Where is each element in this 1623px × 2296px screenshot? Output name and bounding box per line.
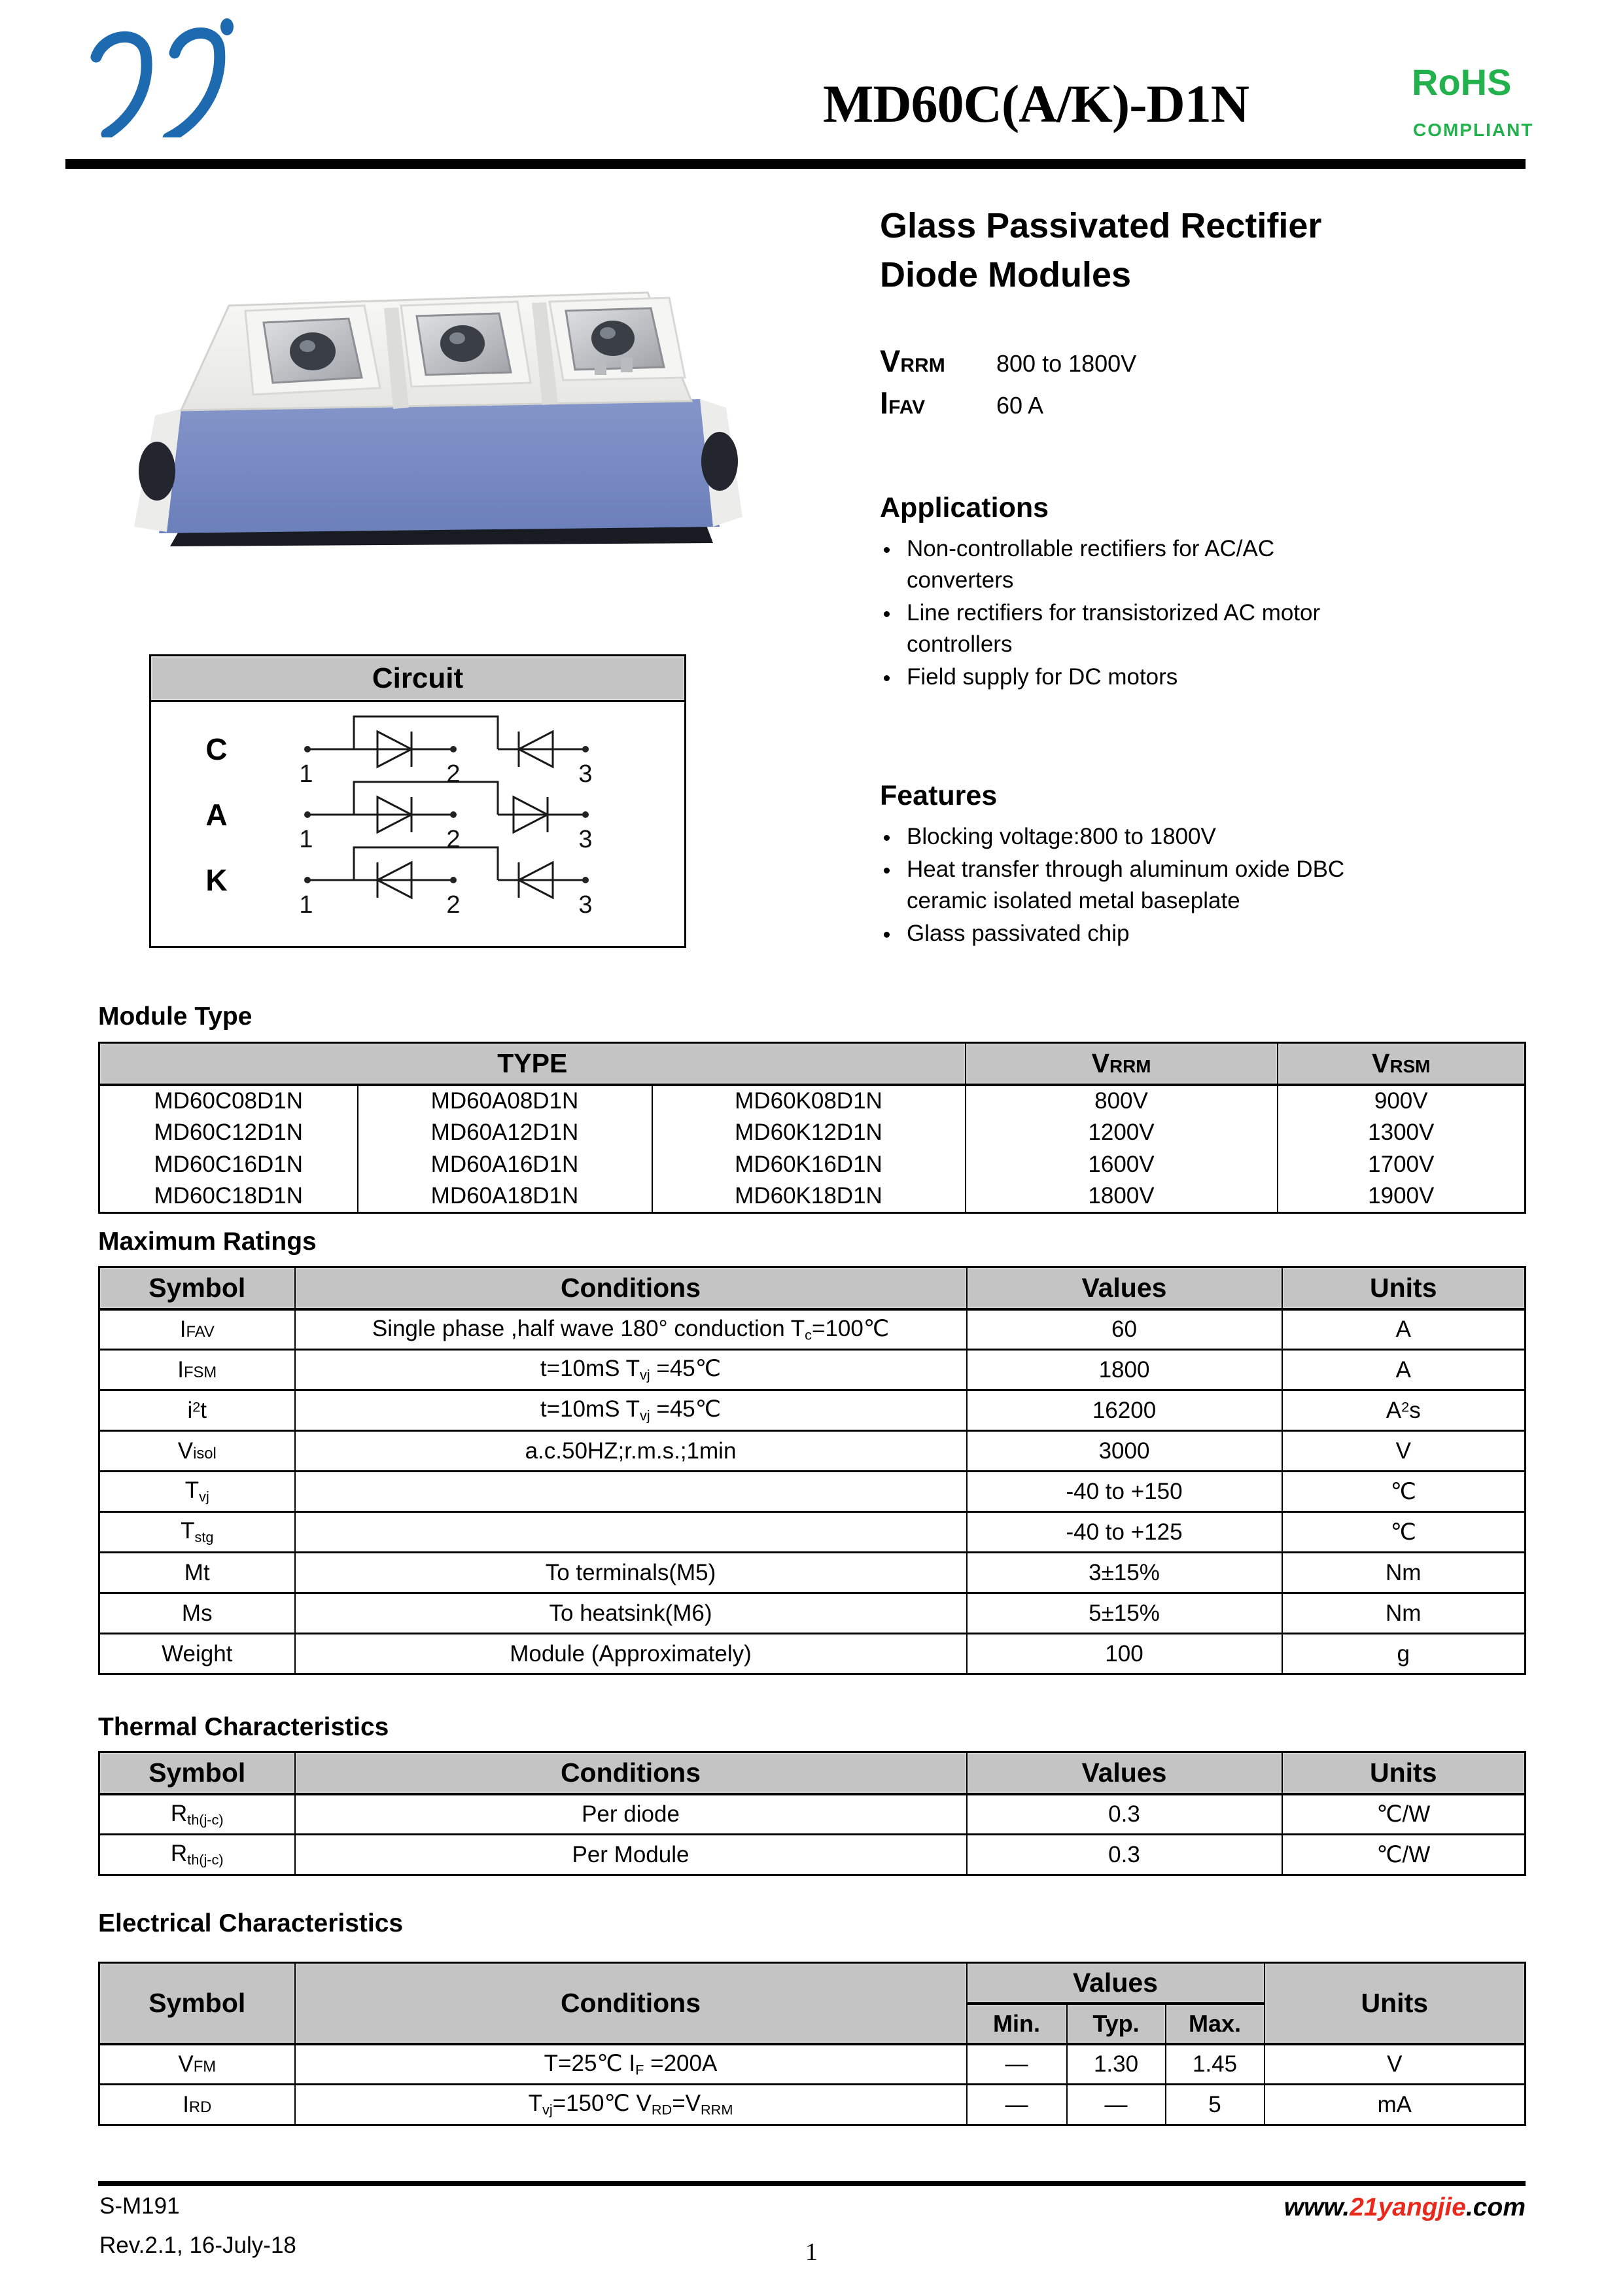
type-a-cell: MD60A16D1N	[358, 1149, 652, 1181]
type-c-cell: MD60C16D1N	[99, 1149, 358, 1181]
vrrm-cell: 1200V	[966, 1117, 1278, 1149]
circuit-diagram	[151, 702, 680, 944]
table-row	[99, 1593, 1526, 1634]
table-row	[99, 1350, 1526, 1390]
table-row	[99, 1085, 1526, 1117]
doc-code: S-M191	[99, 2193, 180, 2219]
typ-cell: —	[1067, 2085, 1166, 2125]
unit-cell: V	[1265, 2044, 1526, 2085]
unit-cell: ℃	[1282, 1512, 1526, 1553]
spec-ifav	[880, 385, 1534, 427]
table-row	[99, 1512, 1526, 1553]
conditions-cell: t=10mS $T_{vj}$ =45℃	[295, 1350, 967, 1390]
product-photo	[121, 245, 759, 553]
type-k-cell: MD60K12D1N	[652, 1117, 966, 1149]
footer-rule	[98, 2181, 1526, 2186]
thermal-table	[98, 1751, 1526, 1876]
list-item: Line rectifiers for transistorized AC motor controllers	[880, 597, 1534, 660]
value-cell: -40 to +125	[967, 1512, 1282, 1553]
col-header-max: Max.	[1166, 2004, 1265, 2044]
rohs-compliant-label: COMPLIANT	[1413, 120, 1534, 140]
col-header-symbol: Symbol	[99, 1752, 295, 1794]
symbol-cell: Ms	[99, 1593, 295, 1634]
circuit-box-title: Circuit	[151, 656, 684, 702]
col-header-values: Values	[967, 1267, 1282, 1309]
conditions-cell: T=25℃ $I_F =200A$	[295, 2044, 967, 2085]
value-cell: 0.3	[967, 1794, 1282, 1835]
type-a-cell: MD60A12D1N	[358, 1117, 652, 1149]
ifav-value: 60 A	[996, 392, 1044, 419]
table-row	[99, 1553, 1526, 1593]
type-k-cell: MD60K08D1N	[652, 1085, 966, 1117]
table-row	[99, 1794, 1526, 1835]
terminal-label: 2	[446, 891, 461, 919]
unit-cell: Nm	[1282, 1593, 1526, 1634]
col-header-conditions: Conditions	[295, 1963, 967, 2044]
vrrm-symbol: VRRM	[880, 344, 945, 378]
hero-title-line1: Glass Passivated Rectifier	[880, 206, 1322, 245]
header-rule	[65, 159, 1526, 169]
page-number: 1	[805, 2238, 818, 2266]
hero-section	[880, 202, 1534, 427]
table-row	[99, 1634, 1526, 1674]
terminal-label: 1	[299, 891, 313, 919]
circuit-box	[149, 654, 686, 948]
min-cell: —	[967, 2044, 1067, 2085]
col-header-min: Min.	[967, 2004, 1067, 2044]
min-cell: —	[967, 2085, 1067, 2125]
type-a-cell: MD60A18D1N	[358, 1181, 652, 1213]
unit-cell: mA	[1265, 2085, 1526, 2125]
conditions-cell: a.c.50HZ;r.m.s.;1min	[295, 1431, 967, 1472]
value-cell: 0.3	[967, 1835, 1282, 1875]
type-c-cell: MD60C12D1N	[99, 1117, 358, 1149]
conditions-cell: Per Module	[295, 1835, 967, 1875]
symbol-cell: $R_{th(j-c)}$	[99, 1794, 295, 1835]
col-header-values: Values	[967, 1963, 1265, 2004]
list-item: Field supply for DC motors	[880, 662, 1534, 693]
bullet-icon	[884, 932, 890, 938]
features-section	[880, 780, 1534, 951]
conditions-cell: Per diode	[295, 1794, 967, 1835]
vrrm-value: 800 to 1800V	[996, 350, 1137, 377]
unit-cell: A	[1282, 1350, 1526, 1390]
unit-cell: ℃	[1282, 1472, 1526, 1512]
vrrm-cell: 800V	[966, 1085, 1278, 1117]
col-header-conditions: Conditions	[295, 1752, 967, 1794]
list-item: Blocking voltage:800 to 1800V	[880, 821, 1534, 853]
value-cell: 16200	[967, 1390, 1282, 1431]
type-c-cell: MD60C18D1N	[99, 1181, 358, 1213]
terminal-label: 3	[578, 891, 593, 919]
list-item: Heat transfer through aluminum oxide DBC ceramic isolated metal baseplate	[880, 854, 1534, 917]
table-row	[99, 1309, 1526, 1350]
symbol-cell: Visol	[99, 1431, 295, 1472]
circuit-row-label-k: K	[205, 863, 228, 897]
electrical-title: Electrical Characteristics	[98, 1909, 404, 1937]
conditions-cell: To terminals(M5)	[295, 1553, 967, 1593]
conditions-cell: t=10mS $T_{vj}$ =45℃	[295, 1390, 967, 1431]
max-cell: 1.45	[1166, 2044, 1265, 2085]
value-cell: 1800	[967, 1350, 1282, 1390]
type-k-cell: MD60K18D1N	[652, 1181, 966, 1213]
terminal-label: 2	[446, 760, 461, 788]
symbol-cell: $T_{vj}$	[99, 1472, 295, 1512]
unit-cell: Nm	[1282, 1553, 1526, 1593]
vrrm-cell: 1600V	[966, 1149, 1278, 1181]
value-cell: 3±15%	[967, 1553, 1282, 1593]
value-cell: 60	[967, 1309, 1282, 1350]
yangjie-logo-icon	[82, 16, 285, 137]
list-item: Non-controllable rectifiers for AC/AC converters	[880, 533, 1534, 596]
terminal-label: 3	[578, 760, 593, 788]
symbol-cell: IFAV	[99, 1309, 295, 1350]
diode-module-image	[121, 245, 759, 553]
col-header-conditions: Conditions	[295, 1267, 967, 1309]
type-k-cell: MD60K16D1N	[652, 1149, 966, 1181]
bullet-icon	[884, 611, 890, 617]
bullet-icon	[884, 835, 890, 841]
maximum-ratings-title: Maximum Ratings	[98, 1227, 317, 1256]
type-a-cell: MD60A08D1N	[358, 1085, 652, 1117]
col-header-type: TYPE	[99, 1043, 966, 1085]
circuit-row-label-c: C	[205, 732, 228, 766]
rohs-badge: RoHS	[1412, 62, 1512, 103]
table-row	[99, 2085, 1526, 2125]
terminal-label: 2	[446, 826, 461, 853]
symbol-cell: IRD	[99, 2085, 295, 2125]
col-header-symbol: Symbol	[99, 1267, 295, 1309]
electrical-table	[98, 1962, 1526, 2126]
unit-cell: V	[1282, 1431, 1526, 1472]
table-header-row	[99, 1267, 1526, 1309]
table-row	[99, 1835, 1526, 1875]
module-type-table	[98, 1042, 1526, 1214]
terminal-label: 3	[578, 826, 593, 853]
table-row	[99, 1181, 1526, 1213]
terminal-label: 1	[299, 826, 313, 853]
conditions-cell: Module (Approximately)	[295, 1634, 967, 1674]
symbol-cell: $i^2t$	[99, 1390, 295, 1431]
symbol-cell: VFM	[99, 2044, 295, 2085]
table-row	[99, 1149, 1526, 1181]
table-row	[99, 1117, 1526, 1149]
conditions-cell: To heatsink(M6)	[295, 1593, 967, 1634]
module-type-title: Module Type	[98, 1002, 253, 1031]
list-item: Glass passivated chip	[880, 918, 1534, 949]
symbol-cell: Mt	[99, 1553, 295, 1593]
circuit-row-label-a: A	[205, 798, 228, 832]
type-c-cell: MD60C08D1N	[99, 1085, 358, 1117]
conditions-cell: $T_{vj}=150℃$ $V_{RD}=V_{RRM}$	[295, 2085, 967, 2125]
vrsm-cell: 1700V	[1278, 1149, 1526, 1181]
bullet-icon	[884, 675, 890, 681]
table-header-row	[99, 1752, 1526, 1794]
features-title: Features	[880, 780, 998, 811]
vrsm-cell: 1300V	[1278, 1117, 1526, 1149]
hero-title-line2: Diode Modules	[880, 255, 1132, 294]
unit-cell: ℃/W	[1282, 1835, 1526, 1875]
conditions-cell	[295, 1472, 967, 1512]
symbol-cell: $T_{stg}$	[99, 1512, 295, 1553]
vrsm-cell: 1900V	[1278, 1181, 1526, 1213]
col-header-units: Units	[1282, 1267, 1526, 1309]
yangjie-logo	[82, 16, 285, 137]
revision-label: Rev.2.1, 16-July-18	[99, 2233, 296, 2258]
col-header-symbol: Symbol	[99, 1963, 295, 2044]
unit-cell: g	[1282, 1634, 1526, 1674]
unit-cell: $A^2s$	[1282, 1390, 1526, 1431]
website-brand: 21yangjie	[1350, 2193, 1466, 2221]
ifav-symbol: IFAV	[880, 385, 926, 420]
col-header-vrrm: VRRM	[966, 1043, 1278, 1085]
bullet-icon	[884, 868, 890, 874]
spec-vrrm	[880, 343, 1534, 385]
table-row	[99, 1472, 1526, 1512]
col-header-units: Units	[1265, 1963, 1526, 2044]
value-cell: 100	[967, 1634, 1282, 1674]
col-header-values: Values	[967, 1752, 1282, 1794]
maximum-ratings-table	[98, 1266, 1526, 1675]
thermal-title: Thermal Characteristics	[98, 1713, 389, 1741]
vrsm-cell: 900V	[1278, 1085, 1526, 1117]
terminal-label: 1	[299, 760, 313, 788]
col-header-vrsm: VRSM	[1278, 1043, 1526, 1085]
unit-cell: A	[1282, 1309, 1526, 1350]
table-row	[99, 1390, 1526, 1431]
value-cell: 5±15%	[967, 1593, 1282, 1634]
applications-section	[880, 492, 1534, 694]
table-row	[99, 2044, 1526, 2085]
max-cell: 5	[1166, 2085, 1265, 2125]
table-row	[99, 1431, 1526, 1472]
applications-title: Applications	[880, 492, 1049, 523]
col-header-units: Units	[1282, 1752, 1526, 1794]
value-cell: -40 to +150	[967, 1472, 1282, 1512]
symbol-cell: Weight	[99, 1634, 295, 1674]
conditions-cell: Single phase ,half wave 180° conduction $T_c=100℃$	[295, 1309, 967, 1350]
part-number-title: MD60C(A/K)-D1N	[823, 74, 1249, 133]
bullet-icon	[884, 547, 890, 553]
typ-cell: 1.30	[1067, 2044, 1166, 2085]
unit-cell: ℃/W	[1282, 1794, 1526, 1835]
col-header-typ: Typ.	[1067, 2004, 1166, 2044]
value-cell: 3000	[967, 1431, 1282, 1472]
symbol-cell: IFSM	[99, 1350, 295, 1390]
symbol-cell: $R_{th(j-c)}$	[99, 1835, 295, 1875]
website-link[interactable]: www.21yangjie.com	[1283, 2193, 1526, 2221]
table-header-row	[99, 1043, 1526, 1085]
table-header-row	[99, 1963, 1526, 2004]
conditions-cell	[295, 1512, 967, 1553]
vrrm-cell: 1800V	[966, 1181, 1278, 1213]
